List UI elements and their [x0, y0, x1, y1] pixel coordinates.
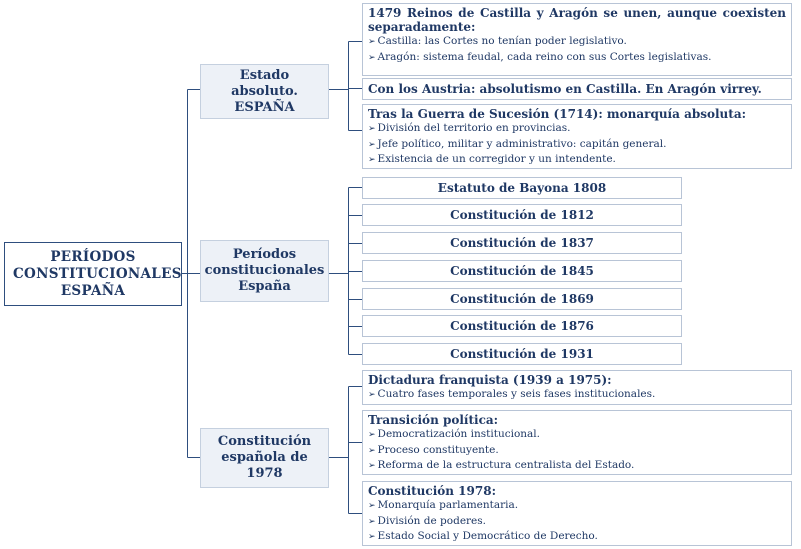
root-label: PERÍODOS CONSTITUCIONALES ESPAÑA — [13, 248, 182, 299]
detail-constitucion-1931 — [362, 343, 682, 365]
detail-estatuto-bayona — [362, 177, 682, 199]
detail-constitucion-1837 — [362, 232, 682, 254]
list-item: ➢ Reforma de la estructura centralista del Estado. — [368, 458, 786, 474]
detail-heading: Con los Austria: absolutismo en Castilla. En Aragón virrey. — [368, 82, 762, 96]
branch-label: Estado absoluto. ESPAÑA — [231, 67, 298, 115]
detail-constitucion-1812 — [362, 204, 682, 226]
detail-constitucion-1845 — [362, 260, 682, 282]
list-item: ➢ Castilla: las Cortes no tenían poder legislativo. — [368, 34, 786, 50]
list-item: ➢ Proceso constituyente. — [368, 443, 786, 459]
detail-constitucion-1876 — [362, 315, 682, 337]
root-node — [4, 242, 182, 306]
list-item: ➢ Monarquía parlamentaria. — [368, 498, 786, 514]
detail-reinos-1479 — [362, 3, 792, 76]
detail-heading: Constitución de 1812 — [450, 208, 594, 222]
detail-guerra-sucesion — [362, 104, 792, 169]
detail-heading: Constitución de 1931 — [450, 347, 594, 361]
detail-heading: Constitución de 1845 — [450, 264, 594, 278]
detail-heading: Transición política: — [368, 413, 499, 427]
detail-heading: Constitución de 1869 — [450, 292, 594, 306]
list-item: ➢ Existencia de un corregidor y un intendente. — [368, 152, 786, 168]
branch-label: Períodos constitucionales España — [204, 247, 325, 294]
list-item: ➢ Jefe político, militar y administrativo: capitán general. — [368, 137, 786, 153]
detail-heading: Dictadura franquista (1939 a 1975): — [368, 373, 612, 387]
branch-estado-absoluto — [200, 64, 329, 119]
detail-heading: Constitución 1978: — [368, 484, 497, 498]
detail-heading: Estatuto de Bayona 1808 — [437, 181, 607, 195]
branch-periodos-constitucionales — [200, 240, 329, 302]
detail-heading: Tras la Guerra de Sucesión (1714): monarquía absoluta: — [368, 107, 747, 121]
detail-heading: Constitución de 1837 — [450, 236, 594, 250]
detail-austria — [362, 78, 792, 100]
branch-constitucion-1978 — [200, 428, 329, 488]
list-item: ➢ Aragón: sistema feudal, cada reino con sus Cortes legislativas. — [368, 50, 786, 66]
detail-constitucion-1869 — [362, 288, 682, 310]
list-item: ➢ Democratización institucional. — [368, 427, 786, 443]
detail-constitucion-1978 — [362, 481, 792, 546]
detail-heading: Constitución de 1876 — [450, 319, 594, 333]
list-item: ➢ División de poderes. — [368, 514, 786, 530]
list-item: ➢ Cuatro fases temporales y seis fases institucionales. — [368, 387, 786, 403]
detail-heading: 1479 Reinos de Castilla y Aragón se unen, aunque coexisten separadamente: — [368, 6, 786, 34]
list-item: ➢ Estado Social y Democrático de Derecho. — [368, 529, 786, 545]
branch-label: Constitución española de 1978 — [217, 434, 312, 481]
detail-dictadura-franquista — [362, 370, 792, 405]
detail-transicion-politica — [362, 410, 792, 475]
list-item: ➢ División del territorio en provincias. — [368, 121, 786, 137]
